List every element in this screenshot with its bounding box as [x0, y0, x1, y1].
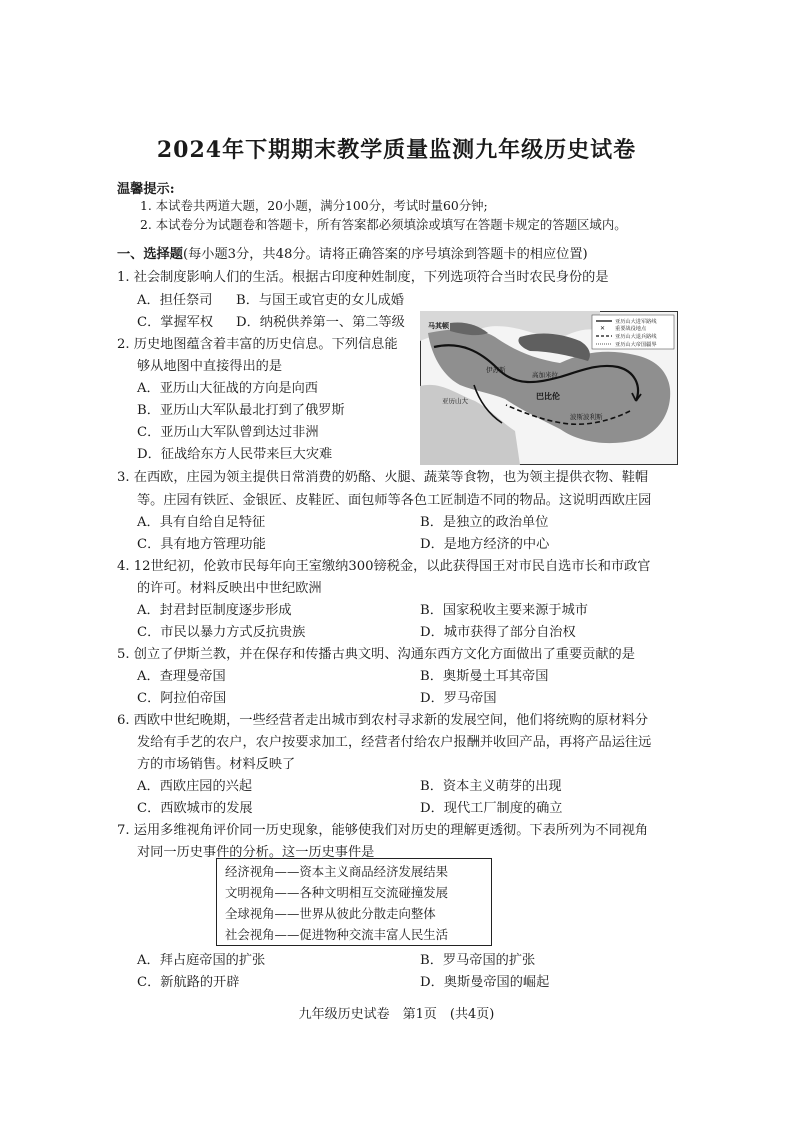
q6-option-b: B．资本主义萌芽的出现: [420, 779, 562, 794]
q4-stem-1: 4. 12世纪初，伦敦市民每年向王室缴纳300镑税金，以此获得国王对市民自选市长和市政官: [117, 559, 651, 574]
q7-option-b: B．罗马帝国的扩张: [420, 953, 536, 968]
q7-stem-1: 7. 运用多维视角评价同一历史现象，能够使我们对历史的理解更透彻。下表所列为不同视角: [117, 823, 649, 838]
q7-option-d: D．奥斯曼帝国的崛起: [420, 975, 550, 990]
section-heading: [117, 243, 588, 262]
q4-option-c: C．市民以暴力方式反抗贵族: [137, 625, 306, 640]
q6-option-a: A．西欧庄园的兴起: [137, 779, 253, 794]
q7-option-a: A．拜占庭帝国的扩张: [137, 953, 266, 968]
q7-table-row: 社会视角——促进物种交流丰富人民生活: [225, 927, 449, 942]
q7-table-row: 全球视角——世界从彼此分散走向整体: [225, 906, 436, 921]
q5-option-c: C．阿拉伯帝国: [137, 691, 227, 706]
q6-stem-1: 6. 西欧中世纪晚期，一些经营者走出城市到农村寻求新的发展空间，他们将统购的原材料分: [117, 713, 649, 728]
tips-line-1: 1. 本试卷共两道大题，20小题，满分100分，考试时量60分钟;: [140, 198, 488, 213]
q6-stem-2: 发给有手艺的农户，农户按要求加工，经营者付给农户报酬并收回产品，再将产品运往远: [137, 735, 652, 750]
q6-option-d: D．现代工厂制度的确立: [420, 801, 563, 816]
q3-option-d: D．是地方经济的中心: [420, 537, 550, 552]
q7-option-c: C．新航路的开辟: [137, 975, 240, 990]
q2-option-c: C．亚历山大军队曾到达过非洲: [137, 425, 319, 440]
section-title: 一、选择题: [117, 247, 183, 262]
q4-stem-2: 的许可。材料反映出中世纪欧洲: [137, 581, 322, 596]
q3-option-a: A．具有自给自足特征: [137, 515, 266, 530]
q3-stem-2: 等。庄园有铁匠、金银匠、皮鞋匠、面包师等各色工匠制造不同的物品。这说明西欧庄园: [137, 493, 652, 508]
q3-option-c: C．具有地方管理功能: [137, 537, 266, 552]
exam-title: 2024年下期期末教学质量监测九年级历史试卷: [156, 137, 637, 163]
tips-heading: 温馨提示:: [117, 182, 175, 197]
q5-option-d: D．罗马帝国: [420, 691, 497, 706]
svg-text:亚历山大帝国疆界: 亚历山大帝国疆界: [615, 342, 657, 348]
q1-stem: 1. 社会制度影响人们的生活。根据古印度种姓制度，下列选项符合当时农民身份的是: [117, 270, 609, 285]
map-label-persepolis: 波斯波利斯: [570, 413, 603, 421]
map-label-babylon: 巴比伦: [536, 392, 560, 401]
q2-option-b: B．亚历山大军队最北打到了俄罗斯: [137, 403, 345, 418]
page-footer: 九年级历史试卷 第1页 (共4页): [298, 1007, 495, 1022]
q5-option-a: A．查理曼帝国: [137, 669, 226, 684]
q6-option-c: C．西欧城市的发展: [137, 801, 253, 816]
q2-option-d: D．征战给东方人民带来巨大灾难: [137, 447, 333, 462]
svg-text:亚历山大进军路线: 亚历山大进军路线: [615, 319, 657, 325]
q1-option-c: C．掌握军权: [137, 315, 214, 330]
q2-stem-2: 够从地图中直接得出的是: [137, 359, 283, 374]
q1-option-b: B．与国王或官吏的女儿成婚: [236, 293, 404, 308]
q7-stem-2: 对同一历史事件的分析。这一历史事件是: [137, 845, 375, 860]
q3-stem-1: 3. 在西欧，庄园为领主提供日常消费的奶酪、火腿、蔬菜等食物，也为领主提供衣物、鞋帽: [117, 470, 649, 485]
q3-option-b: B．是独立的政治单位: [420, 515, 549, 530]
alexander-campaign-map: [420, 311, 678, 465]
map-label-macedon: 马其顿: [428, 322, 449, 330]
q2-stem-1: 2. 历史地图蕴含着丰富的历史信息。下列信息能: [117, 337, 398, 352]
q7-table-row: 经济视角——资本主义商品经济发展结果: [225, 864, 449, 879]
svg-text:✕: ✕: [600, 325, 606, 332]
q7-table-row: 文明视角——各种文明相互交流碰撞发展: [225, 885, 449, 900]
q5-option-b: B．奥斯曼土耳其帝国: [420, 669, 549, 684]
q4-option-d: D．城市获得了部分自治权: [420, 625, 576, 640]
q4-option-a: A．封君封臣制度逐步形成: [137, 603, 292, 618]
tips-line-2: 2. 本试卷分为试题卷和答题卡，所有答案都必须填涂或填写在答题卡规定的答题区域内。: [140, 217, 627, 232]
section-note: (每小题3分，共48分。请将正确答案的序号填涂到答题卡的相应位置): [182, 247, 588, 262]
map-label-gaugamela: 高加米拉: [532, 371, 558, 379]
q5-stem: 5. 创立了伊斯兰教，并在保存和传播古典文明、沟通东西方文化方面做出了重要贡献的是: [117, 647, 635, 662]
q4-option-b: B．国家税收主要来源于城市: [420, 603, 588, 618]
svg-text:亚历山大退兵路线: 亚历山大退兵路线: [615, 334, 657, 340]
map-label-issus: 伊苏斯: [486, 366, 506, 374]
q7-perspective-table: [216, 858, 492, 946]
q6-stem-3: 方的市场销售。材料反映了: [137, 757, 296, 772]
q2-option-a: A．亚历山大征战的方向是向西: [137, 381, 318, 396]
q1-option-d: D．纳税供养第一、第二等级: [236, 315, 405, 330]
svg-text:重要战役地点: 重要战役地点: [615, 326, 647, 332]
map-legend: [592, 315, 674, 349]
map-label-alexandria: 亚历山大: [442, 397, 468, 405]
q1-option-a: A．担任祭司: [137, 293, 213, 308]
